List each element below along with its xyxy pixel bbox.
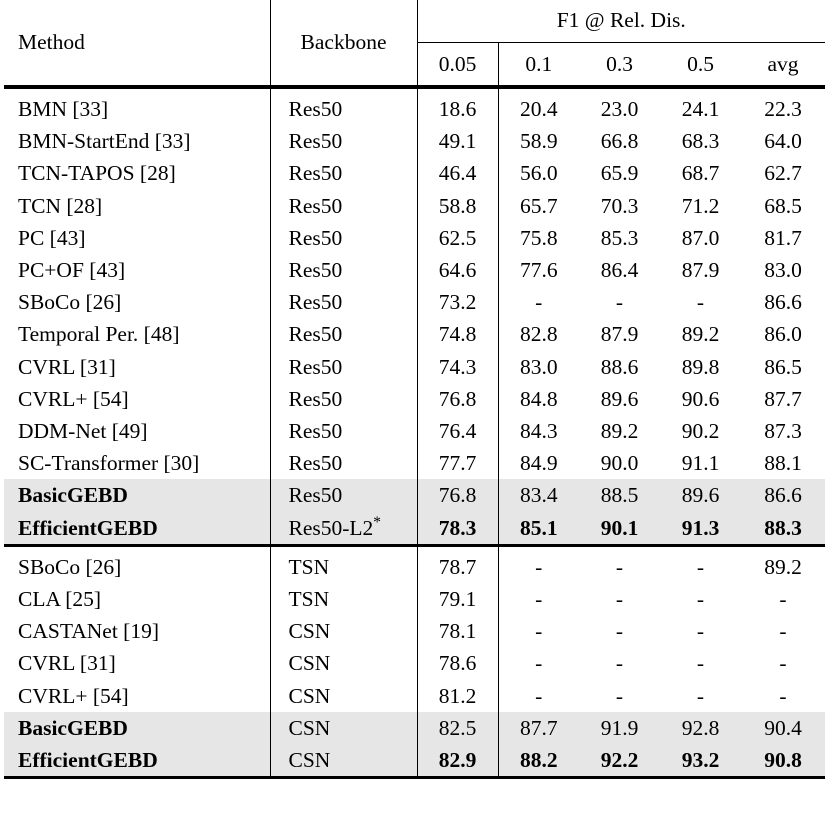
cell-value: - — [696, 619, 705, 644]
cell-value: 87.0 — [681, 225, 720, 250]
cell-method: DDM-Net [49] — [18, 419, 148, 444]
cell-backbone: Res50 — [270, 254, 417, 286]
cell-value: 83.4 — [498, 479, 579, 511]
cell-value: 89.6 — [600, 386, 639, 411]
cell-value: 71.2 — [681, 193, 720, 218]
cell-value: - — [498, 680, 579, 712]
cell-value: 74.8 — [417, 318, 498, 350]
cell-value: 76.8 — [417, 383, 498, 415]
table-row — [4, 157, 825, 189]
cell-value: 23.0 — [600, 97, 639, 121]
cell-value: 64.6 — [417, 254, 498, 286]
table-row — [4, 318, 825, 350]
cell-backbone: Res50 — [270, 383, 417, 415]
cell-value: 90.6 — [681, 386, 720, 411]
cell-method: BasicGEBD — [4, 479, 270, 511]
cell-value: 88.1 — [764, 451, 802, 476]
table-row — [4, 286, 825, 318]
cell-value: 89.6 — [660, 479, 741, 511]
cell-backbone: Res50 — [270, 415, 417, 447]
table-body-group-tsn-csn — [4, 547, 825, 778]
cell-value: 73.2 — [417, 286, 498, 318]
cell-value: 83.0 — [764, 258, 802, 283]
cell-value: 81.2 — [417, 680, 498, 712]
cell-value: 65.7 — [498, 190, 579, 222]
cell-value: 62.7 — [764, 161, 802, 186]
cell-value: 82.8 — [498, 318, 579, 350]
cell-backbone: Res50 — [270, 89, 417, 125]
cell-method: SBoCo [26] — [18, 290, 122, 315]
cell-value: 64.0 — [764, 129, 802, 154]
cell-value: 66.8 — [600, 129, 639, 154]
cell-value: 90.2 — [681, 419, 720, 444]
cell-value: 78.1 — [417, 615, 498, 647]
table-row — [4, 647, 825, 679]
cell-value: 58.9 — [498, 125, 579, 157]
cell-backbone: CSN — [270, 615, 417, 647]
cell-value: 77.6 — [498, 254, 579, 286]
cell-value: - — [498, 647, 579, 679]
cell-value: 62.5 — [417, 222, 498, 254]
cell-backbone: CSN — [270, 712, 417, 744]
cell-method: CVRL [31] — [18, 651, 116, 676]
cell-value: 85.3 — [600, 225, 639, 250]
cell-method: CLA [25] — [18, 587, 102, 612]
cell-value: 78.7 — [417, 547, 498, 583]
cell-backbone: Res50 — [270, 125, 417, 157]
cell-value: - — [498, 583, 579, 615]
cell-value: - — [779, 587, 787, 612]
table-row — [4, 383, 825, 415]
cell-value: 84.3 — [498, 415, 579, 447]
column-header-rel-dis-03: 0.3 — [606, 51, 633, 76]
cell-value: 93.2 — [660, 744, 741, 778]
cell-value: 84.8 — [498, 383, 579, 415]
cell-value: - — [615, 619, 624, 644]
cell-value: 89.2 — [600, 419, 639, 444]
cell-method: TCN-TAPOS [28] — [18, 161, 176, 186]
cell-method: PC+OF [43] — [18, 258, 126, 283]
cell-value: 70.3 — [600, 193, 639, 218]
backbone-asterisk: * — [373, 513, 382, 531]
cell-value: - — [779, 651, 787, 676]
cell-method: Temporal Per. [48] — [18, 322, 180, 347]
cell-value: - — [615, 587, 624, 612]
cell-value: 90.1 — [579, 512, 660, 546]
cell-value: 86.0 — [764, 322, 802, 347]
cell-method: BasicGEBD — [4, 712, 270, 744]
cell-value: - — [615, 554, 624, 579]
cell-backbone: TSN — [270, 583, 417, 615]
cell-value: 90.0 — [600, 451, 639, 476]
cell-backbone: Res50 — [270, 479, 417, 511]
cell-value: 88.2 — [498, 744, 579, 778]
cell-value: - — [779, 683, 787, 708]
cell-value: 88.3 — [741, 512, 825, 546]
table-row — [4, 190, 825, 222]
column-header-rel-dis-05: 0.5 — [687, 51, 714, 76]
column-header-backbone: Backbone — [270, 0, 417, 87]
cell-value: 56.0 — [498, 157, 579, 189]
cell-value: - — [779, 619, 787, 644]
results-table — [4, 0, 825, 779]
cell-value: 88.6 — [600, 354, 639, 379]
cell-method: SBoCo [26] — [18, 554, 122, 579]
cell-value: 89.8 — [681, 354, 720, 379]
cell-value: 87.7 — [764, 386, 802, 411]
cell-value: 86.6 — [741, 479, 825, 511]
cell-value: - — [696, 587, 705, 612]
table-row — [4, 415, 825, 447]
cell-backbone: Res50 — [270, 351, 417, 383]
cell-backbone: Res50 — [270, 447, 417, 479]
cell-value: 68.7 — [681, 161, 720, 186]
cell-backbone: Res50 — [270, 190, 417, 222]
cell-value: 92.8 — [660, 712, 741, 744]
cell-value: - — [615, 683, 624, 708]
column-header-rel-dis-005: 0.05 — [417, 43, 498, 87]
column-header-rel-dis-avg: avg — [767, 51, 799, 76]
cell-value: 85.1 — [498, 512, 579, 546]
cell-value: 84.9 — [498, 447, 579, 479]
cell-method: SC-Transformer [30] — [18, 451, 200, 476]
cell-backbone: Res50 — [270, 157, 417, 189]
cell-value: - — [615, 651, 624, 676]
cell-backbone: CSN — [270, 647, 417, 679]
table-row — [4, 547, 825, 583]
column-header-rel-dis-01: 0.1 — [498, 43, 579, 87]
cell-backbone: Res50 — [270, 222, 417, 254]
cell-value: 76.8 — [417, 479, 498, 511]
cell-value: - — [696, 554, 705, 579]
cell-value: 58.8 — [417, 190, 498, 222]
table-row — [4, 351, 825, 383]
cell-value: 49.1 — [417, 125, 498, 157]
cell-value: 22.3 — [764, 97, 802, 121]
cell-value: 18.6 — [417, 89, 498, 125]
cell-value: 82.5 — [417, 712, 498, 744]
table-row — [4, 615, 825, 647]
cell-value: 78.6 — [417, 647, 498, 679]
cell-method: CASTANet [19] — [18, 619, 159, 644]
cell-value: 78.3 — [417, 512, 498, 546]
cell-value: 91.1 — [681, 451, 720, 476]
cell-method: EfficientGEBD — [4, 512, 270, 546]
cell-value: 77.7 — [417, 447, 498, 479]
cell-value: 24.1 — [681, 97, 720, 121]
table-bottom-rule — [4, 778, 825, 780]
cell-value: 68.5 — [764, 193, 802, 218]
table-row — [4, 712, 825, 744]
cell-method: BMN [33] — [18, 97, 109, 121]
cell-method: EfficientGEBD — [4, 744, 270, 778]
cell-value: 74.3 — [417, 351, 498, 383]
cell-value: 68.3 — [681, 129, 720, 154]
cell-value: 87.3 — [764, 419, 802, 444]
cell-method: BMN-StartEnd [33] — [18, 129, 191, 154]
cell-value: 88.5 — [579, 479, 660, 511]
cell-value: 86.5 — [764, 354, 802, 379]
cell-value: 65.9 — [600, 161, 639, 186]
cell-method: TCN [28] — [18, 193, 103, 218]
table-row — [4, 583, 825, 615]
cell-value: 83.0 — [498, 351, 579, 383]
cell-value: 46.4 — [417, 157, 498, 189]
cell-method: PC [43] — [18, 225, 86, 250]
column-header-method: Method — [18, 29, 85, 54]
table-row — [4, 744, 825, 778]
table-row — [4, 512, 825, 546]
cell-value: 87.7 — [498, 712, 579, 744]
cell-value: 76.4 — [417, 415, 498, 447]
table-row — [4, 680, 825, 712]
cell-value: - — [498, 286, 579, 318]
cell-value: 91.3 — [660, 512, 741, 546]
cell-value: - — [696, 683, 705, 708]
cell-backbone: TSN — [270, 547, 417, 583]
table-row — [4, 479, 825, 511]
table-row — [4, 89, 825, 125]
cell-value: 92.2 — [579, 744, 660, 778]
cell-method: CVRL+ [54] — [18, 386, 129, 411]
header-row-primary — [4, 0, 825, 43]
table-row — [4, 125, 825, 157]
table-row — [4, 222, 825, 254]
column-header-f1-group: F1 @ Rel. Dis. — [417, 0, 825, 43]
cell-value: 75.8 — [498, 222, 579, 254]
cell-value: - — [615, 290, 624, 315]
cell-value: 81.7 — [764, 225, 802, 250]
cell-value: 79.1 — [417, 583, 498, 615]
cell-value: 90.4 — [741, 712, 825, 744]
cell-backbone: Res50 — [270, 318, 417, 350]
cell-value: 91.9 — [579, 712, 660, 744]
cell-value: - — [696, 290, 705, 315]
table-row — [4, 447, 825, 479]
cell-value: 90.8 — [741, 744, 825, 778]
cell-value: 89.2 — [764, 554, 802, 579]
cell-method: CVRL [31] — [18, 354, 116, 379]
cell-backbone: Res50-L2* — [270, 512, 417, 546]
cell-value: - — [696, 651, 705, 676]
table-row — [4, 254, 825, 286]
table-body-group-res50 — [4, 89, 825, 545]
cell-value: 87.9 — [681, 258, 720, 283]
table-header — [4, 0, 825, 87]
cell-value: 86.6 — [764, 290, 802, 315]
cell-backbone: CSN — [270, 744, 417, 778]
cell-value: 20.4 — [498, 89, 579, 125]
cell-value: 86.4 — [600, 258, 639, 283]
cell-backbone: Res50 — [270, 286, 417, 318]
cell-value: - — [498, 547, 579, 583]
cell-value: 82.9 — [417, 744, 498, 778]
cell-value: - — [498, 615, 579, 647]
cell-value: 89.2 — [681, 322, 720, 347]
cell-method: CVRL+ [54] — [18, 683, 129, 708]
cell-backbone: CSN — [270, 680, 417, 712]
cell-value: 87.9 — [600, 322, 639, 347]
